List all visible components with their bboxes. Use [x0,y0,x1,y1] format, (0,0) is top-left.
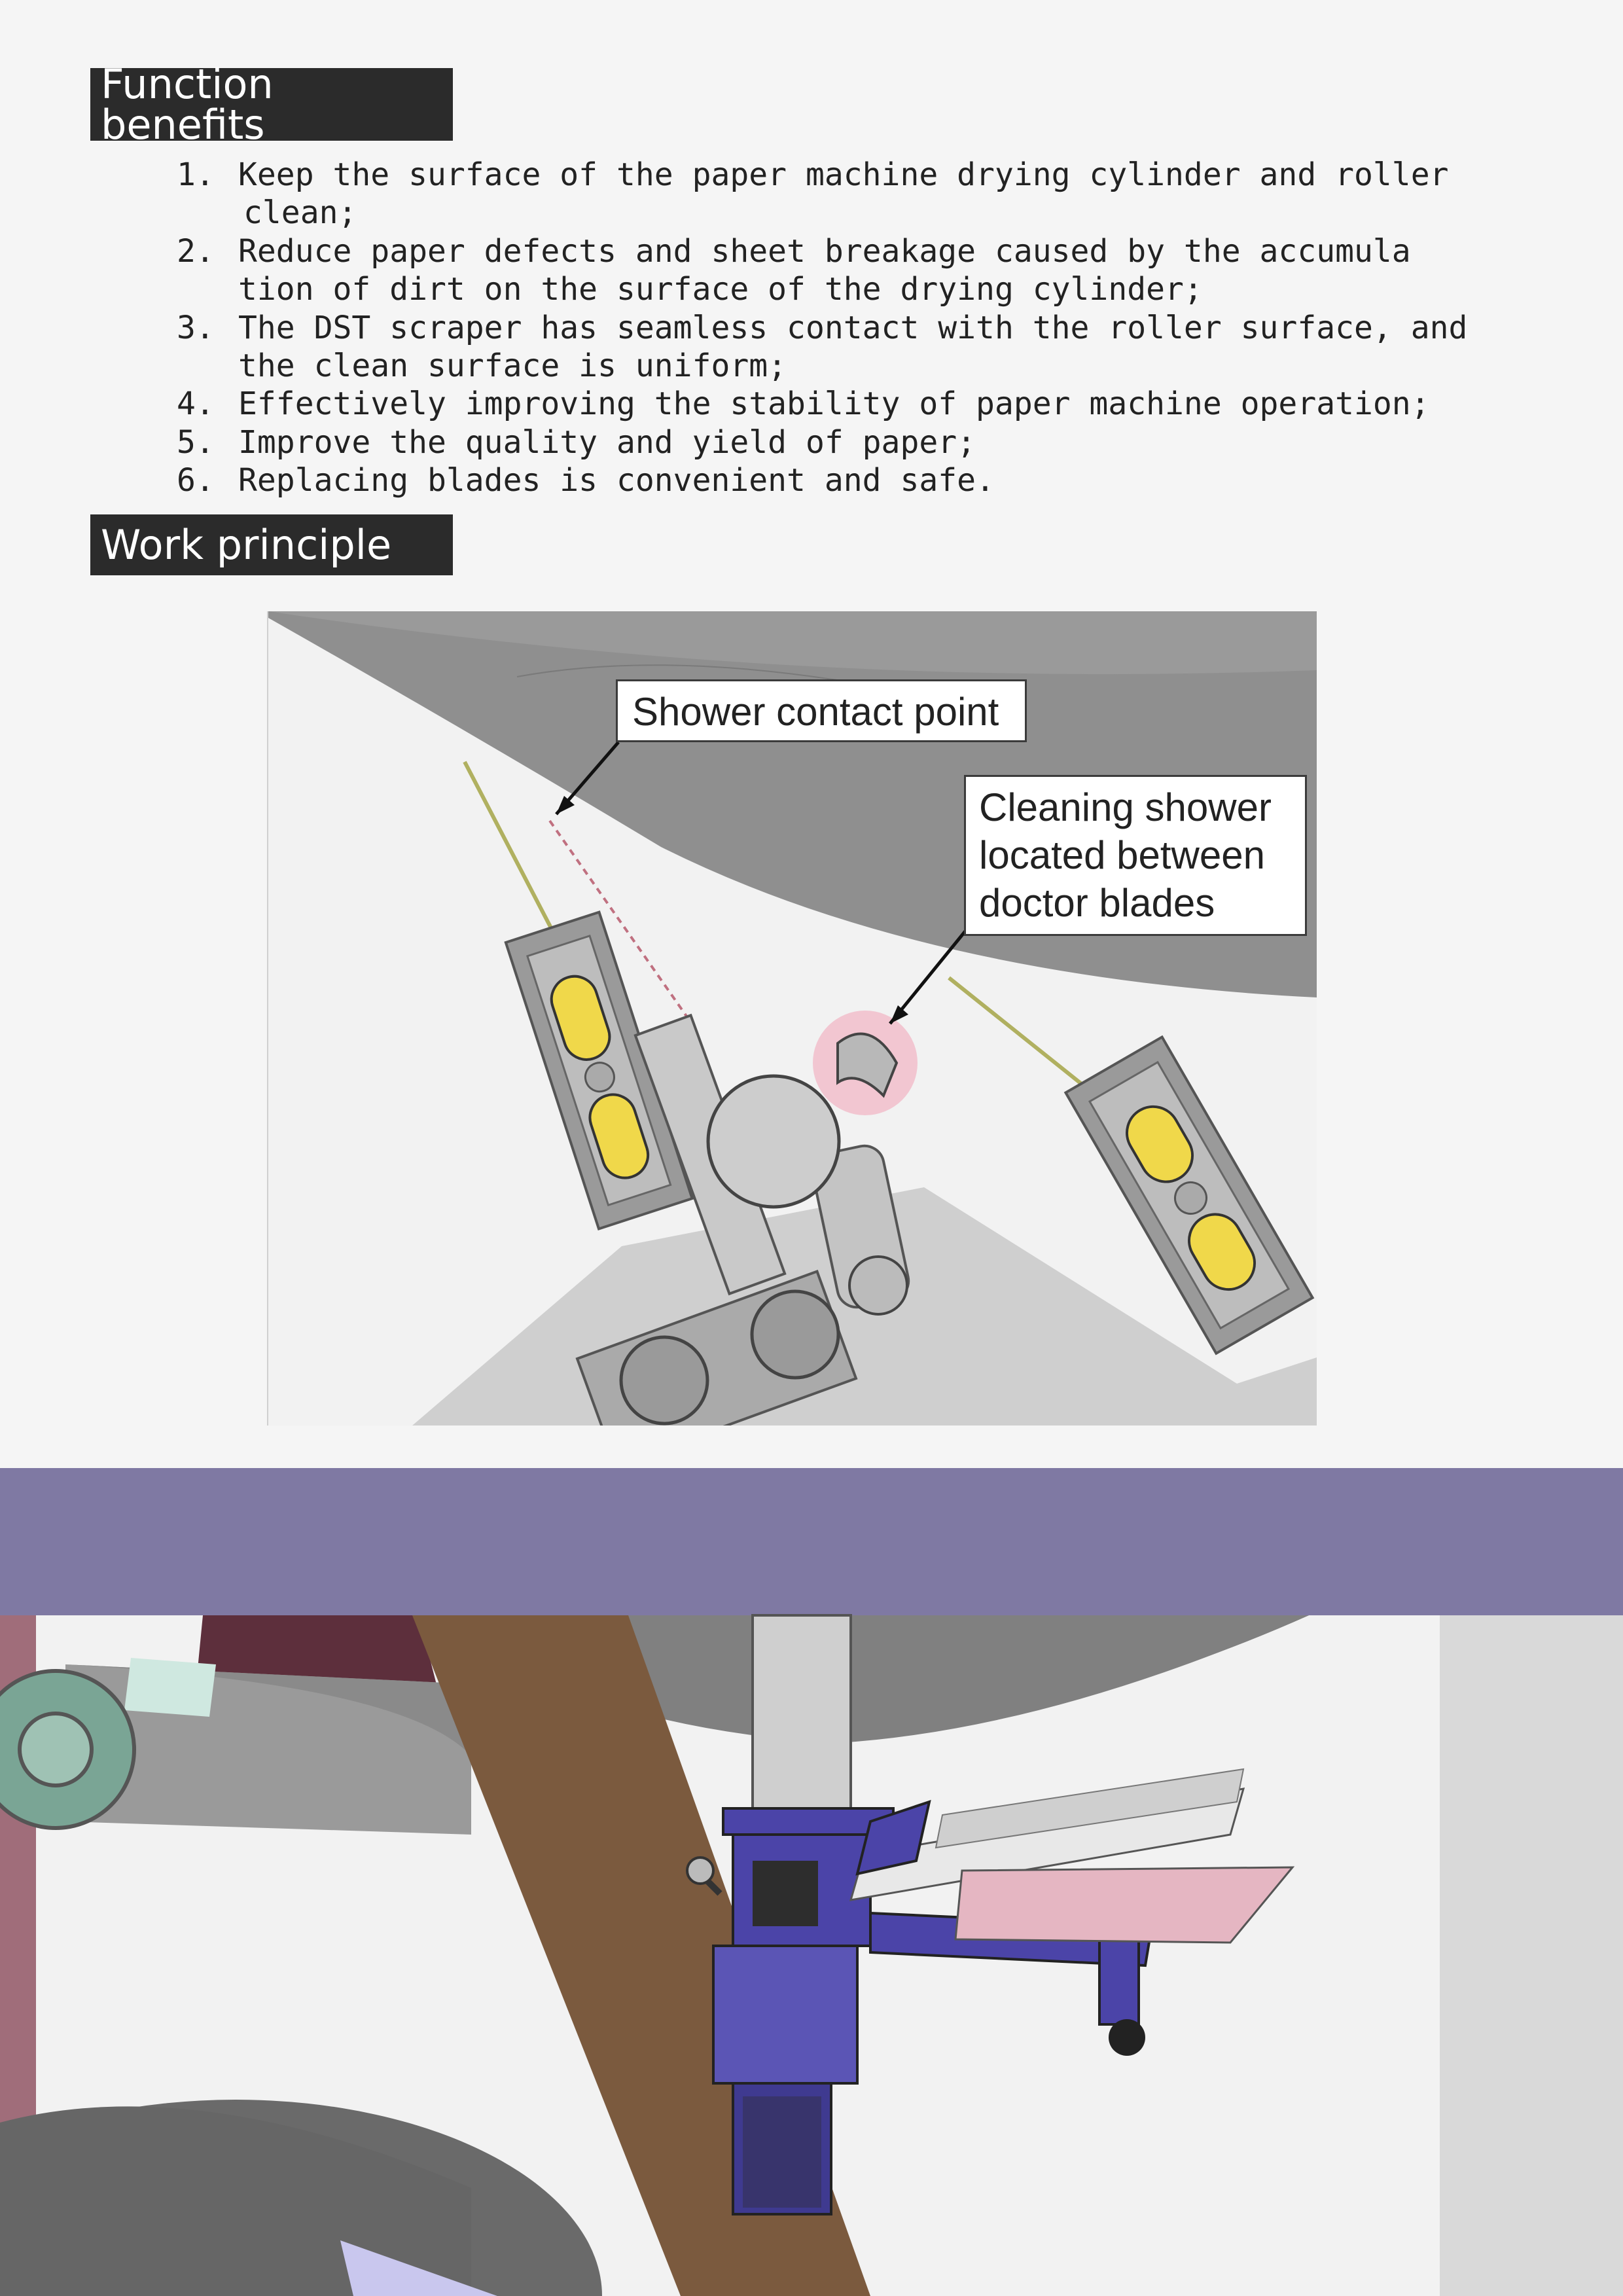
benefit-item: 6. Replacing blades is convenient and safe. [177,462,995,499]
work-principle-heading [90,514,453,575]
benefit-item: 5. Improve the quality and yield of paper; [177,423,976,461]
function-benefits-heading [90,60,453,149]
function-benefits-title: Function benefits [101,60,274,149]
cleaning-shower-callout: Cleaning shower located between doctor blades [964,775,1307,936]
machine-3d-render [0,1468,1623,2296]
bolt-icon [621,1337,707,1424]
overhead-frame [0,1468,1623,1615]
work-principle-diagram [267,611,1317,1426]
work-principle-title: Work principle [101,520,392,569]
motor-face [753,1861,818,1926]
bolt-icon [849,1257,907,1314]
side-frame [1440,1615,1623,2296]
benefit-item-continuation: the clean surface is uniform; [238,348,787,385]
benefit-item: 2. Reduce paper defects and sheet breakage caused by the accumula [177,232,1411,270]
pivot-icon [1109,2019,1145,2056]
benefit-item-continuation: clean; [243,194,357,232]
vertical-support [753,1615,851,1812]
benefits-list [177,156,1505,500]
benefit-item-continuation: tion of dirt on the surface of the drying cylinder; [238,271,1203,308]
benefit-item: 4. Effectively improving the stability of paper machine operation; [177,386,1430,423]
benefit-item: 1. Keep the surface of the paper machine drying cylinder and roller [177,156,1449,193]
shower-contact-point-callout: Shower contact point [616,679,1027,742]
benefit-item: 3. The DST scraper has seamless contact with the roller surface, and [177,309,1468,346]
shower-pipe [708,1076,839,1207]
paper-machine-render [0,1468,1623,2296]
cylinder-unit [713,1946,857,2083]
bolt-icon [752,1291,838,1378]
